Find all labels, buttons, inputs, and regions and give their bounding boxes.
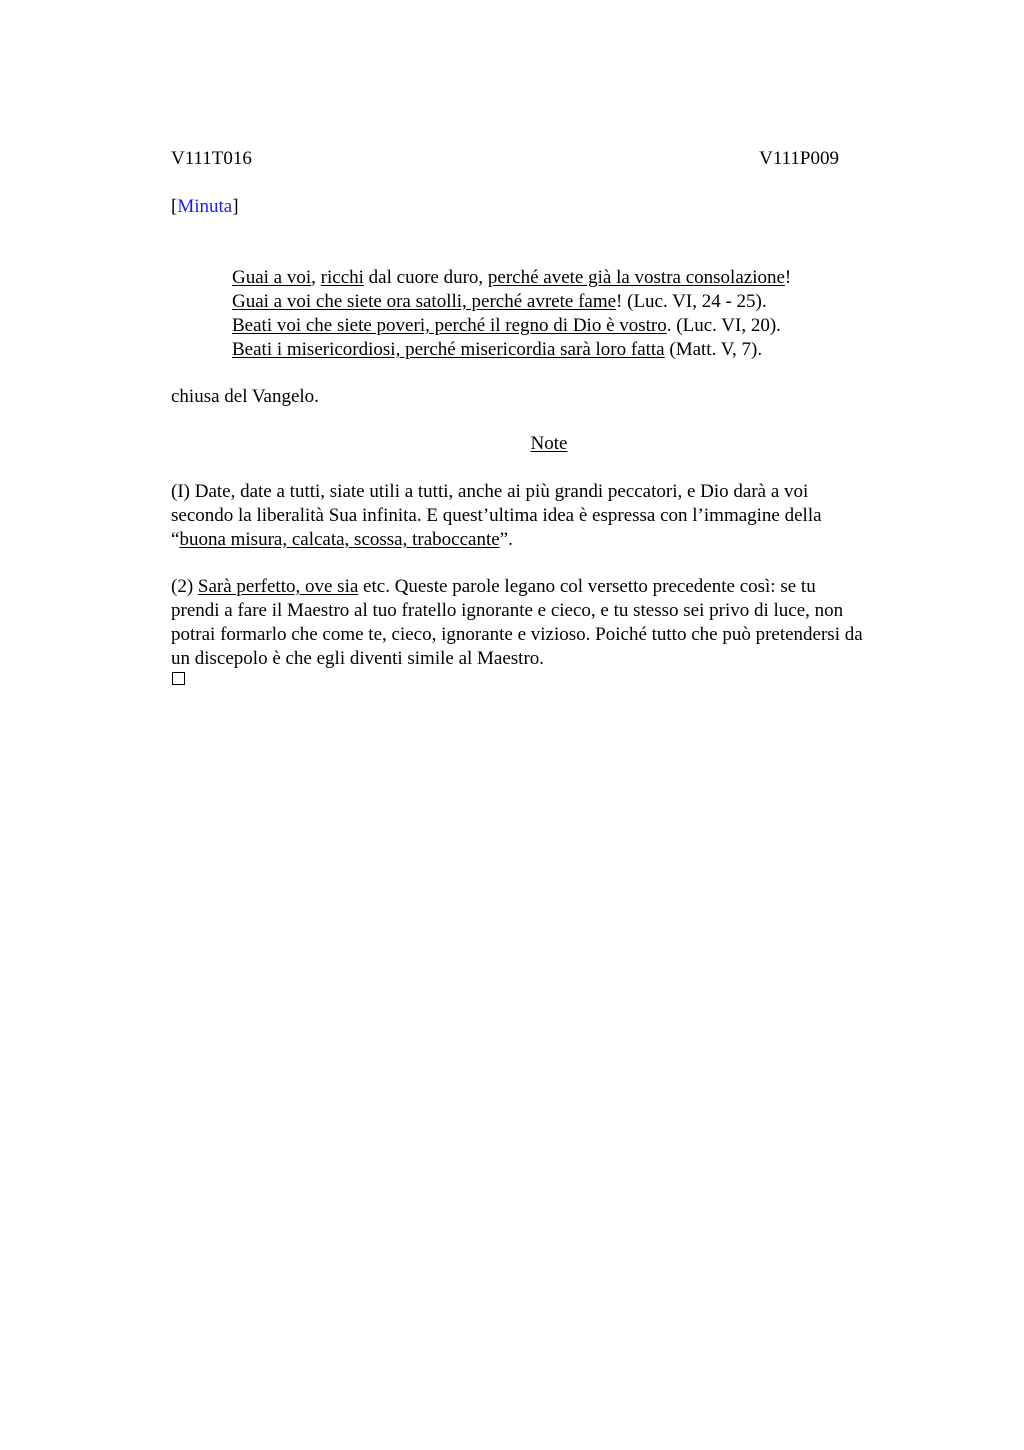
minuta-link[interactable]: Minuta	[177, 196, 233, 217]
end-marker-square-icon	[172, 672, 185, 685]
quote-reference: . (Luc. VI, 20).	[666, 315, 781, 336]
document-code-right: V111P009	[759, 148, 839, 169]
document-code-left: V111T016	[171, 148, 252, 169]
notes-heading-text: Note	[530, 433, 568, 454]
notes-heading	[0, 432, 1024, 456]
note-text: etc. Queste parole legano col versetto precedente così: se tu	[358, 576, 816, 597]
bracket-close: ]	[232, 196, 239, 217]
note-line: secondo la liberalità Sua infinita. E quest’ultima idea è espressa con l’immagine della	[171, 505, 822, 526]
note-line: potrai formarlo che come te, cieco, ignorante e vizioso. Poiché tutto che può pretendersi da	[171, 624, 863, 645]
quote-line	[232, 314, 791, 338]
quote-underlined-text: Guai a voi che siete ora satolli, perché avrete fame	[232, 291, 617, 312]
note-paragraph-1	[171, 480, 931, 552]
quote-underlined-text: ricchi	[320, 267, 364, 288]
closing-text: chiusa del Vangelo.	[171, 386, 319, 407]
document-header	[171, 147, 839, 171]
quote-mark-open: “	[171, 529, 180, 550]
note-underlined-text: buona misura, calcata, scossa, traboccante	[179, 529, 500, 550]
quote-block	[232, 266, 791, 362]
quote-line	[232, 290, 791, 314]
note-line: (I) Date, date a tutti, siate utili a tutti, anche ai più grandi peccatori, e Dio darà a voi	[171, 481, 809, 502]
quote-underlined-text: Beati i misericordiosi, perché misericordia sarà loro fatta	[232, 339, 665, 360]
quote-reference: (Matt. V, 7).	[664, 339, 763, 360]
note-line: prendi a fare il Maestro al tuo fratello ignorante e cieco, e tu stesso sei privo di luce, non	[171, 600, 844, 621]
quote-text: !	[784, 267, 792, 288]
quote-underlined-text: Beati voi che siete poveri, perché il regno di Dio è vostro	[232, 315, 667, 336]
note-line	[171, 528, 931, 552]
note-line	[171, 575, 931, 599]
quote-text: ,	[311, 267, 321, 288]
quote-line	[232, 338, 791, 362]
quote-reference: ! (Luc. VI, 24 - 25).	[616, 291, 767, 312]
note-prefix: (2)	[171, 576, 198, 597]
quote-underlined-text: perché avete già la vostra consolazione	[487, 267, 785, 288]
minuta-line	[171, 195, 239, 219]
note-line: un discepolo è che egli diventi simile al Maestro.	[171, 648, 545, 669]
quote-line	[232, 266, 791, 290]
quote-text: dal cuore duro,	[363, 267, 488, 288]
bracket-open: [	[171, 196, 178, 217]
note-paragraph-2	[171, 575, 931, 671]
note-underlined-text: Sarà perfetto, ove sia	[197, 576, 359, 597]
quote-mark-close: ”.	[499, 529, 513, 550]
quote-underlined-text: Guai a voi	[232, 267, 312, 288]
